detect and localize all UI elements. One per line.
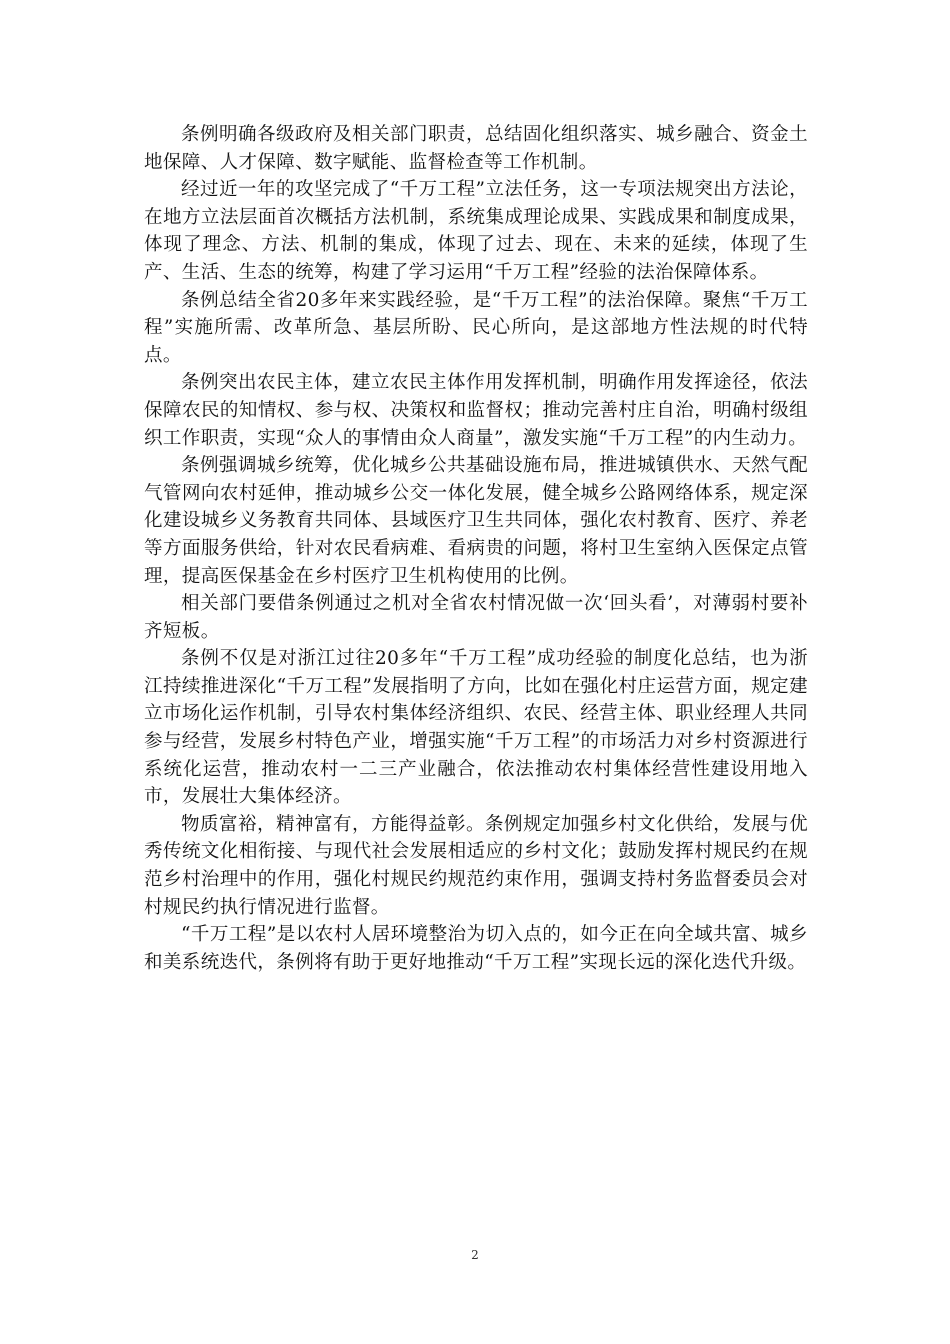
paragraph-6: 相关部门要借条例通过之机对全省农村情况做一次‘回头看’，对薄弱村要补齐短板。 [144,593,808,642]
paragraph-2: 经过近一年的攻坚完成了“千万工程”立法任务，这一专项法规突出方法论，在地方立法层面首次概括方法机制，系统集成理论成果、实践成果和制度成果，体现了理念、方法、机制的集成，体现了过去、现在、未来的延续，体现了生产、生活、生态的统筹，构建了学习运用“千万工程”经验的法治保障体系。 [144,179,808,283]
paragraph-1: 条例明确各级政府及相关部门职责，总结固化组织落实、城乡融合、资金土地保障、人才保障、数字赋能、监督检查等工作机制。 [144,124,808,173]
page-number: 2 [471,1248,479,1262]
paragraph-4: 条例突出农民主体，建立农民主体作用发挥机制，明确作用发挥途径，依法保障农民的知情权、参与权、决策权和监督权；推动完善村庄自治，明确村级组织工作职责，实现“众人的事情由众人商量”，激发实施“千万工程”的内生动力。 [144,372,808,449]
paragraph-5: 条例强调城乡统筹，优化城乡公共基础设施布局，推进城镇供水、天然气配气管网向农村延伸，推动城乡公交一体化发展，健全城乡公路网络体系，规定深化建设城乡义务教育共同体、县域医疗卫生共同体，强化农村教育、医疗、养老等方面服务供给，针对农民看病难、看病贵的问题，将村卫生室纳入医保定点管理，提高医保基金在乡村医疗卫生机构使用的比例。 [144,455,808,587]
paragraph-3: 条例总结全省20多年来实践经验，是“千万工程”的法治保障。聚焦“千万工程”实施所需、改革所急、基层所盼、民心所向，是这部地方性法规的时代特点。 [144,289,808,366]
article-body [144,121,808,976]
paragraph-8: 物质富裕，精神富有，方能得益彰。条例规定加强乡村文化供给，发展与优秀传统文化相衔接、与现代社会发展相适应的乡村文化；鼓励发挥村规民约在规范乡村治理中的作用，强化村规民约规范约束作用，强调支持村务监督委员会对村规民约执行情况进行监督。 [144,813,808,918]
paragraph-9: “千万工程”是以农村人居环境整治为切入点的，如今正在向全域共富、城乡和美系统迭代，条例将有助于更好地推动“千万工程”实现长远的深化迭代升级。 [144,924,808,973]
paragraph-7: 条例不仅是对浙江过往20多年“千万工程”成功经验的制度化总结，也为浙江持续推进深化“千万工程”发展指明了方向，比如在强化村庄运营方面，规定建立市场化运作机制，引导农村集体经济组织、农民、经营主体、职业经理人共同参与经营，发展乡村特色产业，增强实施“千万工程”的市场活力对乡村资源进行系统化运营，推动农村一二三产业融合，依法推动农村集体经营性建设用地入市，发展壮大集体经济。 [144,648,808,808]
